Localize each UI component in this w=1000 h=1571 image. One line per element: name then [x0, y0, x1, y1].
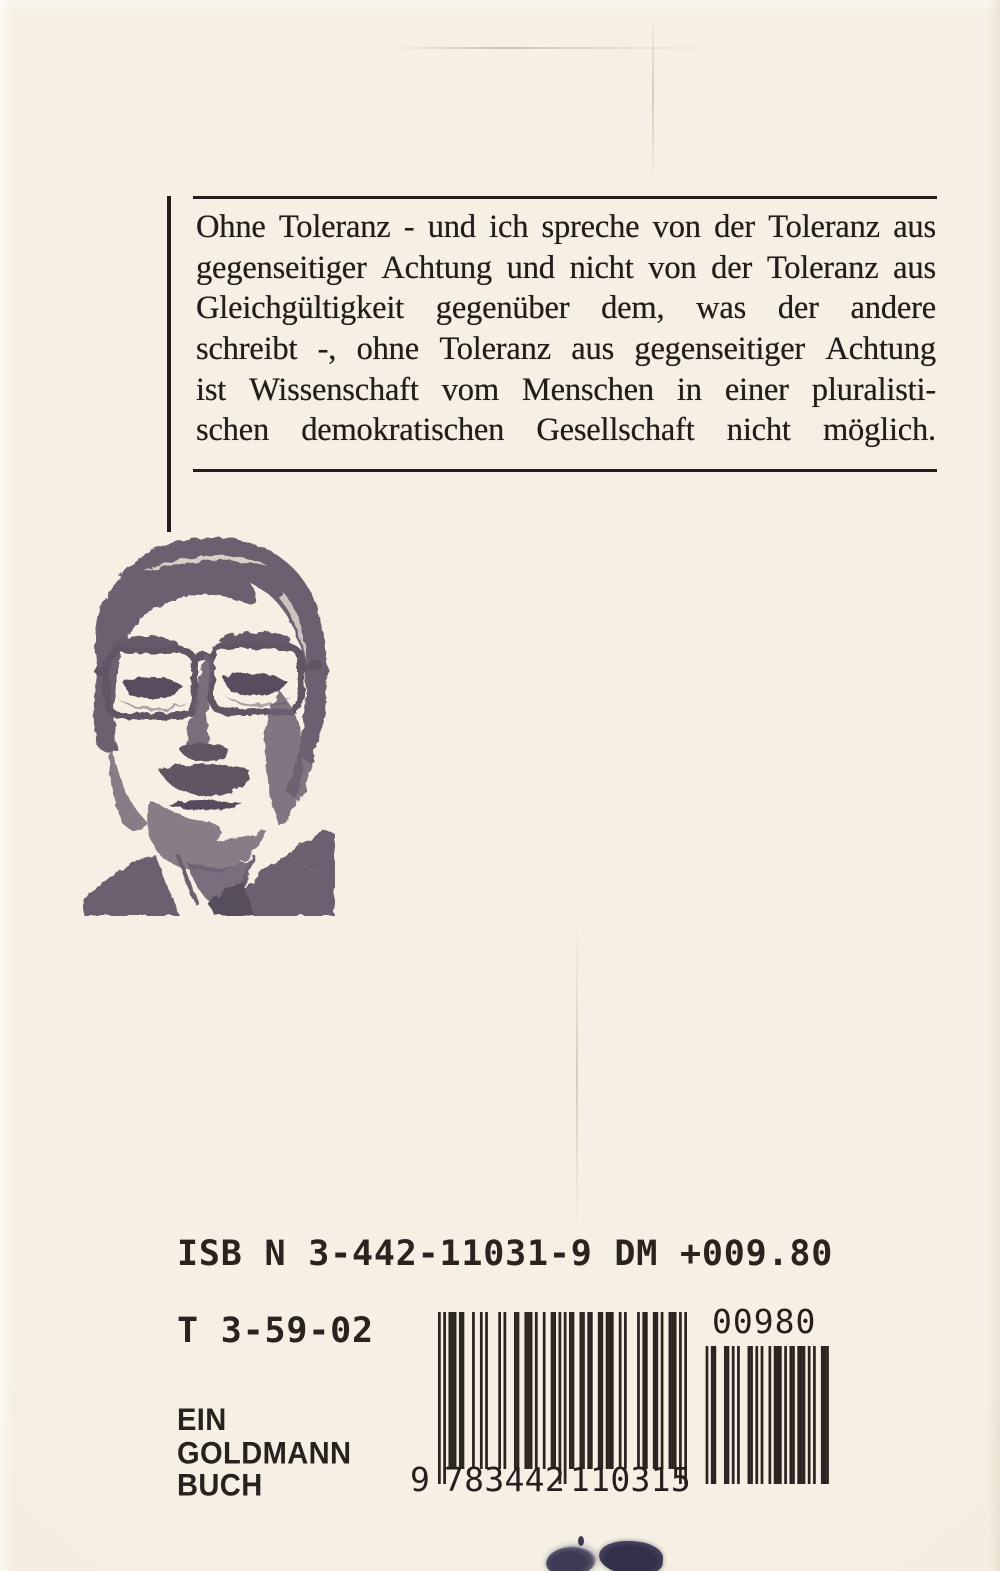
- ean13-barcode: [438, 1312, 687, 1484]
- publisher-line: BUCH: [177, 1468, 263, 1503]
- ink-smudge: [545, 1543, 598, 1571]
- quote-text: [196, 207, 936, 451]
- portrait-suit-left: [83, 854, 179, 916]
- quote-line: Ohne Toleranz - und ich spreche von der Toleranz aus: [196, 209, 936, 245]
- quote-left-bar: [167, 196, 171, 532]
- quote-line: schreibt -, ohne Toleranz aus gegenseitiger Achtung: [196, 331, 936, 368]
- isbn-price-line: ISB N 3-442-11031-9 DM +009.80: [177, 1234, 834, 1274]
- barcode-digits-right: 110315: [570, 1460, 692, 1499]
- ink-smudge: [598, 1539, 664, 1571]
- quote-rule-top: [193, 196, 937, 199]
- quote-line: ist Wissenschaft vom Menschen in einer pluralisti-: [196, 371, 936, 408]
- barcode-digit-first: 9: [410, 1460, 431, 1499]
- paper-crease: [576, 925, 578, 1230]
- publisher-line: GOLDMANN: [177, 1435, 352, 1471]
- publisher-line: EIN: [177, 1402, 227, 1438]
- paper-crease: [652, 12, 654, 182]
- quote-line: schen demokratischen Gesellschaft nicht möglich.: [196, 412, 936, 449]
- addon-price-code: 00980: [712, 1302, 817, 1341]
- paper-scratch: [390, 47, 730, 49]
- quote-line: gegenseitiger Achtung und nicht von der Toleranz aus: [196, 249, 936, 286]
- ean5-addon-barcode: [703, 1346, 829, 1484]
- order-code: T 3-59-02: [177, 1311, 374, 1351]
- quote-rule-bottom: [193, 469, 937, 472]
- ink-smudge: [578, 1536, 584, 1546]
- barcode-digits-left: 783442: [444, 1460, 566, 1499]
- quote-line: Gleichgültigkeit gegenüber dem, was der andere: [196, 290, 936, 327]
- author-portrait-image: [83, 532, 335, 916]
- publisher-imprint: [177, 1404, 351, 1502]
